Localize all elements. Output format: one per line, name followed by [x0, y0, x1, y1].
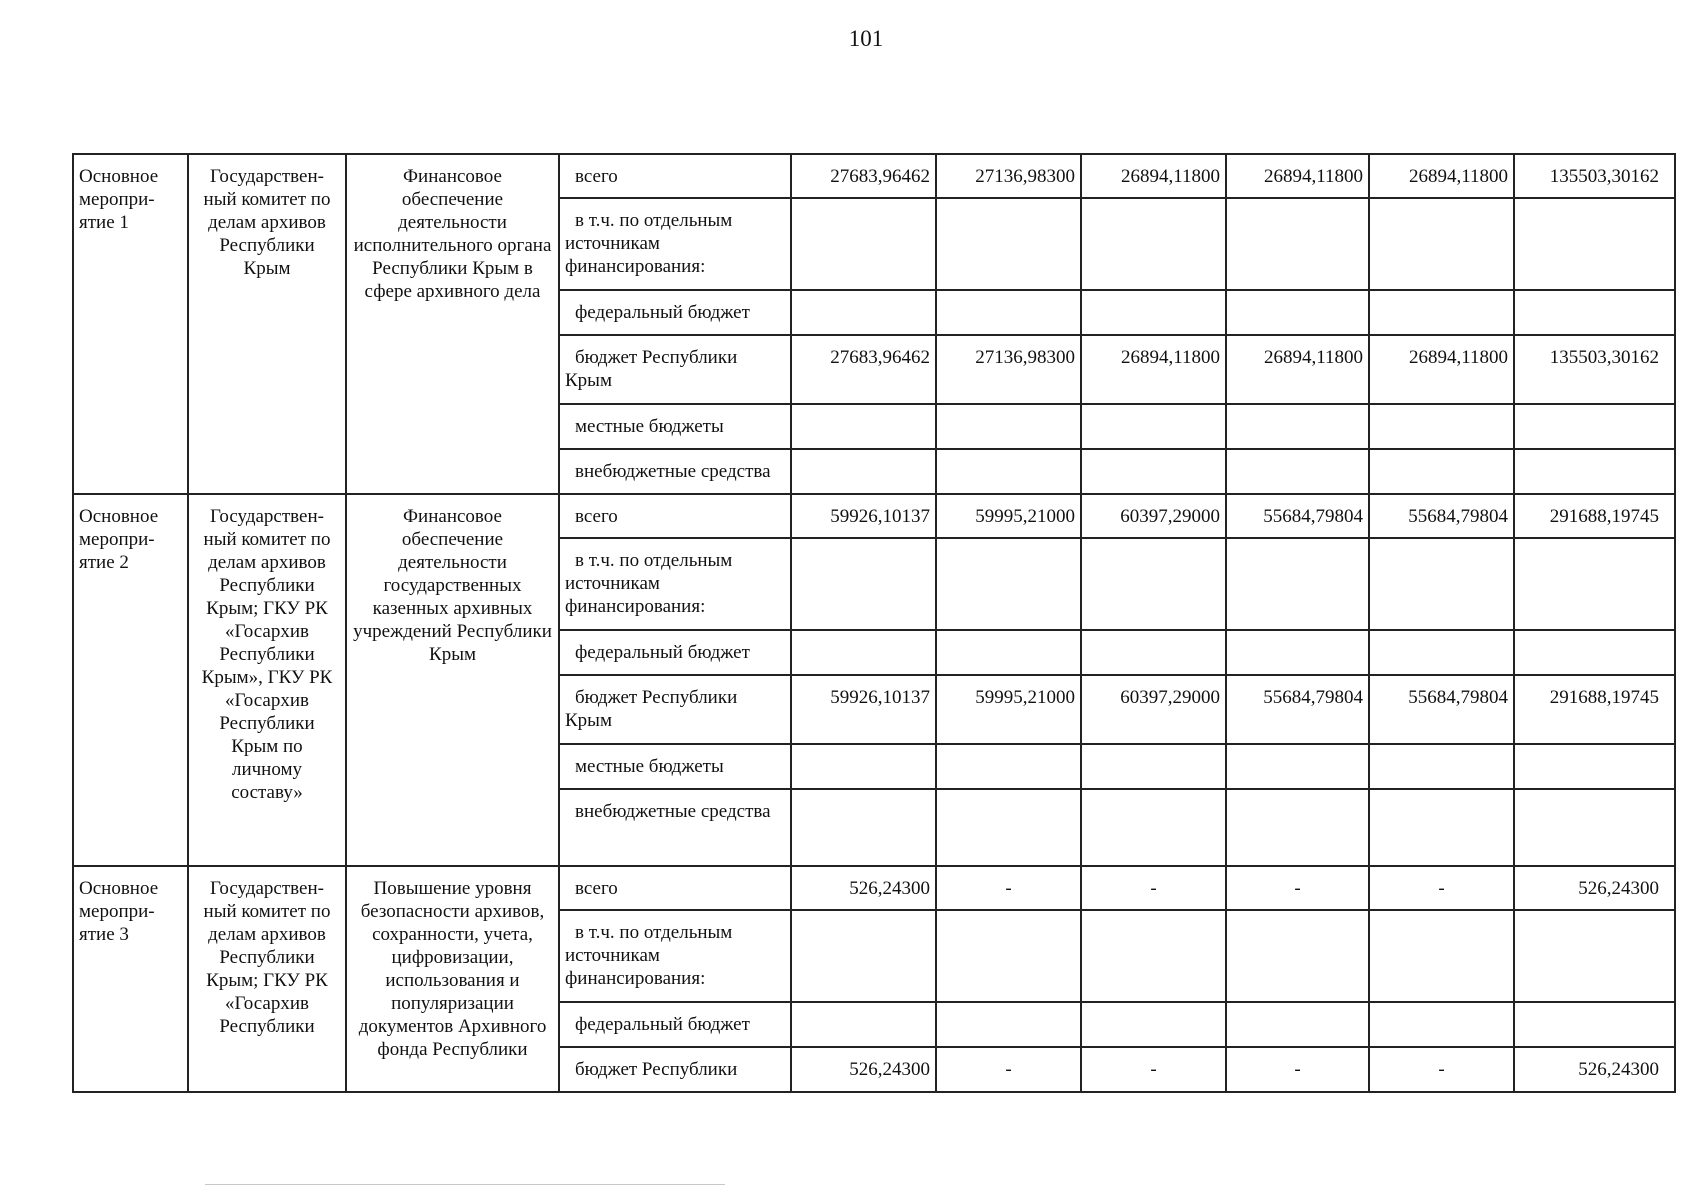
year-value-cell — [1226, 404, 1369, 449]
year-value-cell — [791, 630, 936, 675]
executor-cell: Государствен-ный комитет по делам архивов Республики Крым; ГКУ РК «Госархив Республики — [188, 866, 346, 1092]
funding-source-cell — [559, 335, 791, 404]
year-value-cell: 27683,96462 — [791, 335, 936, 404]
year-value-cell — [1369, 744, 1514, 789]
year-value-cell — [936, 744, 1081, 789]
year-value-cell — [1369, 404, 1514, 449]
funding-source-label: федеральный бюджет — [575, 1014, 750, 1035]
bottom-rule — [205, 1184, 725, 1185]
year-value-cell — [791, 290, 936, 335]
total-value-cell — [1514, 744, 1675, 789]
year-value-cell — [791, 789, 936, 866]
year-value-cell — [936, 538, 1081, 630]
total-value-cell: 526,24300 — [1514, 1047, 1675, 1092]
funding-source-label: всего — [575, 878, 618, 899]
funding-source-label: всего — [575, 166, 618, 187]
table-row — [73, 154, 1675, 198]
funding-source-cell — [559, 630, 791, 675]
year-value-cell — [1081, 538, 1226, 630]
year-value-cell: 55684,79804 — [1226, 675, 1369, 744]
year-value-cell: 26894,11800 — [1369, 154, 1514, 198]
total-value-cell: 526,24300 — [1514, 866, 1675, 910]
funding-source-cell — [559, 910, 791, 1002]
year-value-cell — [1081, 630, 1226, 675]
year-value-cell — [1081, 449, 1226, 494]
year-value-cell — [1226, 538, 1369, 630]
year-value-cell: 60397,29000 — [1081, 494, 1226, 538]
year-value-cell — [936, 789, 1081, 866]
event-cell: Основное меропри-ятие 2 — [73, 494, 188, 866]
funding-source-label: внебюджетные средства — [575, 801, 771, 822]
funding-source-label: бюджет Республики — [575, 1059, 738, 1080]
total-value-cell — [1514, 538, 1675, 630]
year-value-cell — [1226, 449, 1369, 494]
year-value-cell — [1226, 744, 1369, 789]
measure-name-cell: Финансовое обеспечение деятельности исполнительного органа Республики Крым в сфере архивного дела — [346, 154, 559, 494]
year-value-cell — [1369, 449, 1514, 494]
year-value-cell — [936, 1002, 1081, 1047]
year-value-cell — [936, 404, 1081, 449]
year-value-cell — [936, 630, 1081, 675]
year-value-cell: 526,24300 — [791, 866, 936, 910]
total-value-cell: 135503,30162 — [1514, 335, 1675, 404]
year-value-cell — [791, 744, 936, 789]
year-value-cell — [1369, 538, 1514, 630]
event-cell: Основное меропри-ятие 3 — [73, 866, 188, 1092]
year-value-cell: 26894,11800 — [1081, 335, 1226, 404]
page-number: 101 — [848, 26, 884, 51]
total-value-cell — [1514, 910, 1675, 1002]
year-value-cell — [936, 910, 1081, 1002]
year-value-cell — [1369, 910, 1514, 1002]
year-value-cell — [791, 449, 936, 494]
funding-source-cell — [559, 744, 791, 789]
table-row — [73, 866, 1675, 910]
total-value-cell — [1514, 290, 1675, 335]
year-value-cell — [1226, 789, 1369, 866]
year-value-cell — [791, 910, 936, 1002]
year-value-cell: 60397,29000 — [1081, 675, 1226, 744]
funding-source-cell — [559, 1047, 791, 1092]
funding-source-label: местные бюджеты — [575, 416, 724, 437]
total-value-cell: 291688,19745 — [1514, 675, 1675, 744]
event-cell: Основное меропри-ятие 1 — [73, 154, 188, 494]
funding-source-cell — [559, 789, 791, 866]
year-value-cell — [1226, 290, 1369, 335]
year-value-cell: 26894,11800 — [1369, 335, 1514, 404]
funding-source-label: федеральный бюджет — [575, 642, 750, 663]
year-value-cell — [936, 290, 1081, 335]
year-value-cell — [936, 449, 1081, 494]
year-value-cell — [1369, 630, 1514, 675]
year-value-cell: - — [1081, 866, 1226, 910]
funding-source-cell — [559, 198, 791, 290]
year-value-cell: 59926,10137 — [791, 675, 936, 744]
year-value-cell: - — [1226, 1047, 1369, 1092]
year-value-cell: 26894,11800 — [1226, 154, 1369, 198]
funding-source-cell — [559, 154, 791, 198]
year-value-cell — [1226, 198, 1369, 290]
year-value-cell — [791, 538, 936, 630]
year-value-cell — [791, 1002, 936, 1047]
year-value-cell: 55684,79804 — [1369, 675, 1514, 744]
funding-source-label: в т.ч. по отдельным источникам финансирования: — [565, 550, 733, 617]
total-value-cell — [1514, 404, 1675, 449]
year-value-cell — [1081, 910, 1226, 1002]
funding-source-label: бюджет Республики Крым — [565, 347, 738, 391]
year-value-cell — [1081, 744, 1226, 789]
year-value-cell: - — [1081, 1047, 1226, 1092]
year-value-cell — [1081, 1002, 1226, 1047]
year-value-cell: 59995,21000 — [936, 675, 1081, 744]
year-value-cell: 26894,11800 — [1226, 335, 1369, 404]
funding-source-label: в т.ч. по отдельным источникам финансирования: — [565, 922, 733, 989]
year-value-cell — [1081, 290, 1226, 335]
funding-source-cell — [559, 494, 791, 538]
measure-name-cell: Финансовое обеспечение деятельности государственных казенных архивных учреждений Республики Крым — [346, 494, 559, 866]
year-value-cell: - — [1369, 1047, 1514, 1092]
year-value-cell: 55684,79804 — [1369, 494, 1514, 538]
year-value-cell: - — [936, 866, 1081, 910]
total-value-cell — [1514, 630, 1675, 675]
year-value-cell: 59995,21000 — [936, 494, 1081, 538]
year-value-cell — [1369, 789, 1514, 866]
year-value-cell — [1369, 290, 1514, 335]
funding-source-cell — [559, 866, 791, 910]
funding-source-label: местные бюджеты — [575, 756, 724, 777]
funding-source-cell — [559, 404, 791, 449]
funding-source-label: федеральный бюджет — [575, 302, 750, 323]
year-value-cell — [1369, 198, 1514, 290]
total-value-cell — [1514, 1002, 1675, 1047]
funding-source-cell — [559, 449, 791, 494]
funding-source-cell — [559, 1002, 791, 1047]
year-value-cell: 526,24300 — [791, 1047, 936, 1092]
year-value-cell — [791, 198, 936, 290]
year-value-cell: - — [936, 1047, 1081, 1092]
year-value-cell — [936, 198, 1081, 290]
year-value-cell — [791, 404, 936, 449]
funding-source-cell — [559, 675, 791, 744]
total-value-cell — [1514, 789, 1675, 866]
year-value-cell: 26894,11800 — [1081, 154, 1226, 198]
total-value-cell: 291688,19745 — [1514, 494, 1675, 538]
table-row — [73, 494, 1675, 538]
year-value-cell — [1081, 198, 1226, 290]
year-value-cell — [1081, 404, 1226, 449]
year-value-cell — [1226, 910, 1369, 1002]
year-value-cell: 27136,98300 — [936, 154, 1081, 198]
funding-source-label: бюджет Республики Крым — [565, 687, 738, 731]
funding-table — [72, 153, 1676, 1093]
year-value-cell — [1081, 789, 1226, 866]
executor-cell: Государствен-ный комитет по делам архивов Республики Крым; ГКУ РК «Госархив Республики Крым», ГКУ РК «Госархив Республики Крым по личному составу» — [188, 494, 346, 866]
funding-source-cell — [559, 290, 791, 335]
year-value-cell — [1226, 630, 1369, 675]
year-value-cell — [1369, 1002, 1514, 1047]
executor-cell: Государствен-ный комитет по делам архивов Республики Крым — [188, 154, 346, 494]
funding-source-cell — [559, 538, 791, 630]
total-value-cell — [1514, 449, 1675, 494]
funding-source-label: в т.ч. по отдельным источникам финансирования: — [565, 210, 733, 277]
year-value-cell: 27136,98300 — [936, 335, 1081, 404]
funding-source-label: всего — [575, 506, 618, 527]
year-value-cell: 27683,96462 — [791, 154, 936, 198]
year-value-cell — [1226, 1002, 1369, 1047]
year-value-cell: - — [1369, 866, 1514, 910]
measure-name-cell: Повышение уровня безопасности архивов, сохранности, учета, цифровизации, использования и популяризации документов Архивного фонда Республики — [346, 866, 559, 1092]
funding-source-label: внебюджетные средства — [575, 461, 771, 482]
total-value-cell — [1514, 198, 1675, 290]
year-value-cell: - — [1226, 866, 1369, 910]
year-value-cell: 59926,10137 — [791, 494, 936, 538]
year-value-cell: 55684,79804 — [1226, 494, 1369, 538]
total-value-cell: 135503,30162 — [1514, 154, 1675, 198]
